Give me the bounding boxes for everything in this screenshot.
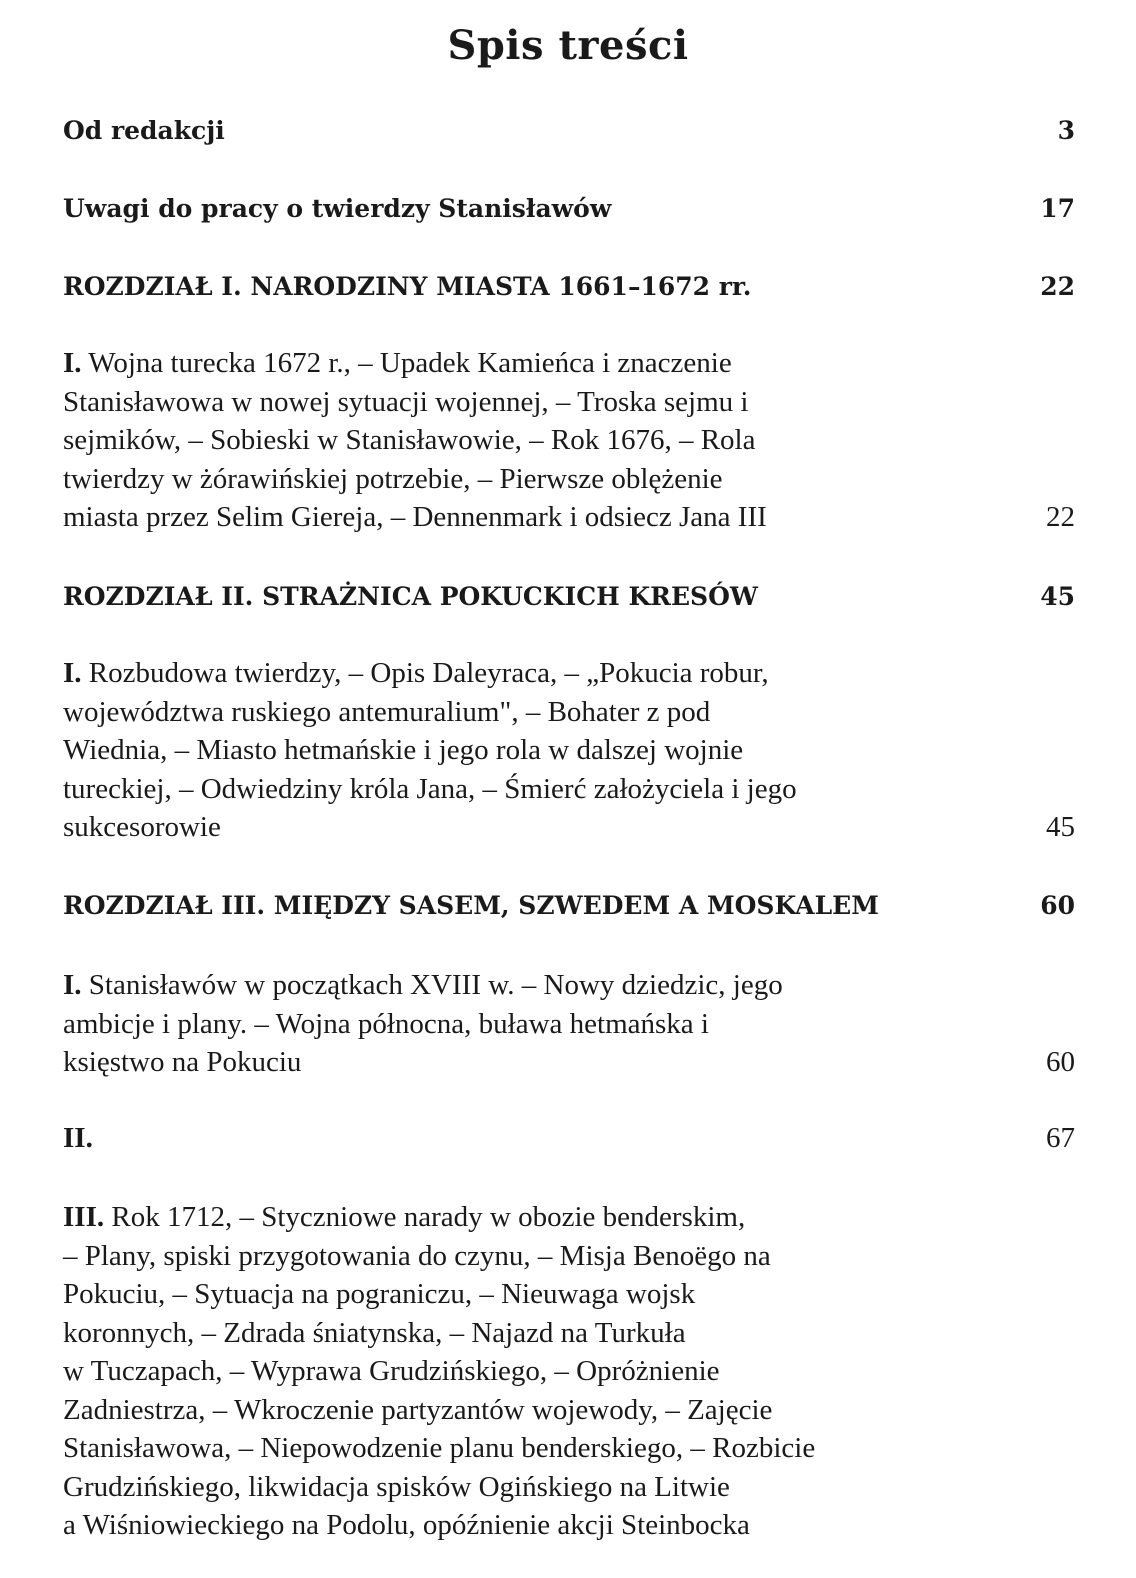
section-line: ambicje i plany. – Wojna północna, buława hetmańska i <box>63 1007 709 1040</box>
section-line <box>63 1198 963 1237</box>
section-line: koronnych, – Zdrada śniatynska, – Najazd na Turkuła <box>63 1316 686 1349</box>
section-line: miasta przez Selim Giereja, – Dennenmark i odsiecz Jana III <box>63 501 767 533</box>
section-line: – Plany, spiski przygotowania do czynu, – Misja Benoëgo na <box>63 1239 771 1272</box>
toc-section-1-1 <box>63 344 1075 538</box>
toc-page-number: 45 <box>1046 811 1075 843</box>
toc-page-number: 60 <box>1040 891 1075 920</box>
page-title: Spis treści <box>447 22 689 69</box>
toc-section-3-2 <box>63 1119 1075 1159</box>
chapter-title: ROZDZIAŁ II. STRAŻNICA POKUCKICH KRESÓW <box>63 582 758 611</box>
toc-section-3-3 <box>63 1198 1075 1548</box>
section-line: Stanisławowa, – Niepowodzenie planu benderskiego, – Rozbicie <box>63 1432 816 1464</box>
section-line-text: Rozbudowa twierdzy, – Opis Daleyraca, – „Pokucia robur, <box>81 657 769 689</box>
section-line: Pokuciu, – Sytuacja na pograniczu, – Nieuwaga wojsk <box>63 1278 696 1310</box>
section-line: w Tuczapach, – Wyprawa Grudzińskiego, – Opróżnienie <box>63 1355 720 1387</box>
section-text <box>63 654 963 847</box>
section-number: I. <box>63 347 82 379</box>
section-line: Grudzińskiego, likwidacja spisków Ogińskiego na Litwie <box>63 1470 730 1503</box>
section-number: III. <box>63 1201 105 1233</box>
section-text <box>63 966 963 1082</box>
toc-entry-label: Od redakcji <box>63 116 225 145</box>
toc-section-3-1 <box>63 966 1075 1084</box>
section-line <box>63 654 963 693</box>
section-line <box>63 344 963 383</box>
section-line: Stanisławowa w nowej sytuacji wojennej, – Troska sejmu i <box>63 385 749 418</box>
section-line-text: Rok 1712, – Styczniowe narady w obozie benderskim, <box>104 1201 746 1233</box>
section-line: województwa ruskiego antemuralium", – Bohater z pod <box>63 695 711 728</box>
toc-page-number: 45 <box>1040 582 1075 611</box>
toc-page-number: 22 <box>1046 501 1075 533</box>
section-line: sejmików, – Sobieski w Stanisławowie, – Rok 1676, – Rola <box>63 424 756 456</box>
section-line: a Wiśniowieckiego na Podolu, opóźnienie akcji Steinbocka <box>63 1509 750 1541</box>
section-line: sukcesorowie <box>63 811 221 843</box>
section-line <box>63 966 963 1005</box>
toc-page-number: 3 <box>1057 116 1075 145</box>
section-text <box>63 1119 963 1158</box>
section-line: Wiednia, – Miasto hetmańskie i jego rola w dalszej wojnie <box>63 734 744 766</box>
section-line-text: Wojna turecka 1672 r., – Upadek Kamieńca i znaczenie <box>81 347 732 379</box>
section-line: Zadniestrza, – Wkroczenie partyzantów wojewody, – Zajęcie <box>63 1393 773 1426</box>
chapter-title: ROZDZIAŁ I. NARODZINY MIASTA 1661–1672 rr. <box>63 272 752 301</box>
section-line-text: Stanisławów w początkach XVIII w. – Nowy dziedzic, jego <box>81 969 783 1001</box>
section-line: tureckiej, – Odwiedziny króla Jana, – Śmierć założyciela i jego <box>63 772 797 805</box>
toc-page-number: 67 <box>1046 1122 1075 1154</box>
toc-page-number: 60 <box>1046 1046 1075 1078</box>
section-number: I. <box>63 657 82 689</box>
toc-section-2-1 <box>63 654 1075 848</box>
section-line: twierdzy w żórawińskiej potrzebie, – Pierwsze oblężenie <box>63 462 723 495</box>
section-line <box>63 1119 963 1158</box>
section-line: księstwo na Pokuciu <box>63 1046 302 1078</box>
chapter-title: ROZDZIAŁ III. MIĘDZY SASEM, SZWEDEM A MOSKALEM <box>63 891 879 920</box>
toc-entry-label: Uwagi do pracy o twierdzy Stanisławów <box>63 194 612 223</box>
section-text <box>63 344 963 537</box>
section-text <box>63 1198 963 1545</box>
toc-page-number: 17 <box>1040 194 1075 223</box>
toc-page-number: 22 <box>1040 272 1075 301</box>
section-number: I. <box>63 969 82 1001</box>
section-number: II. <box>63 1122 93 1154</box>
